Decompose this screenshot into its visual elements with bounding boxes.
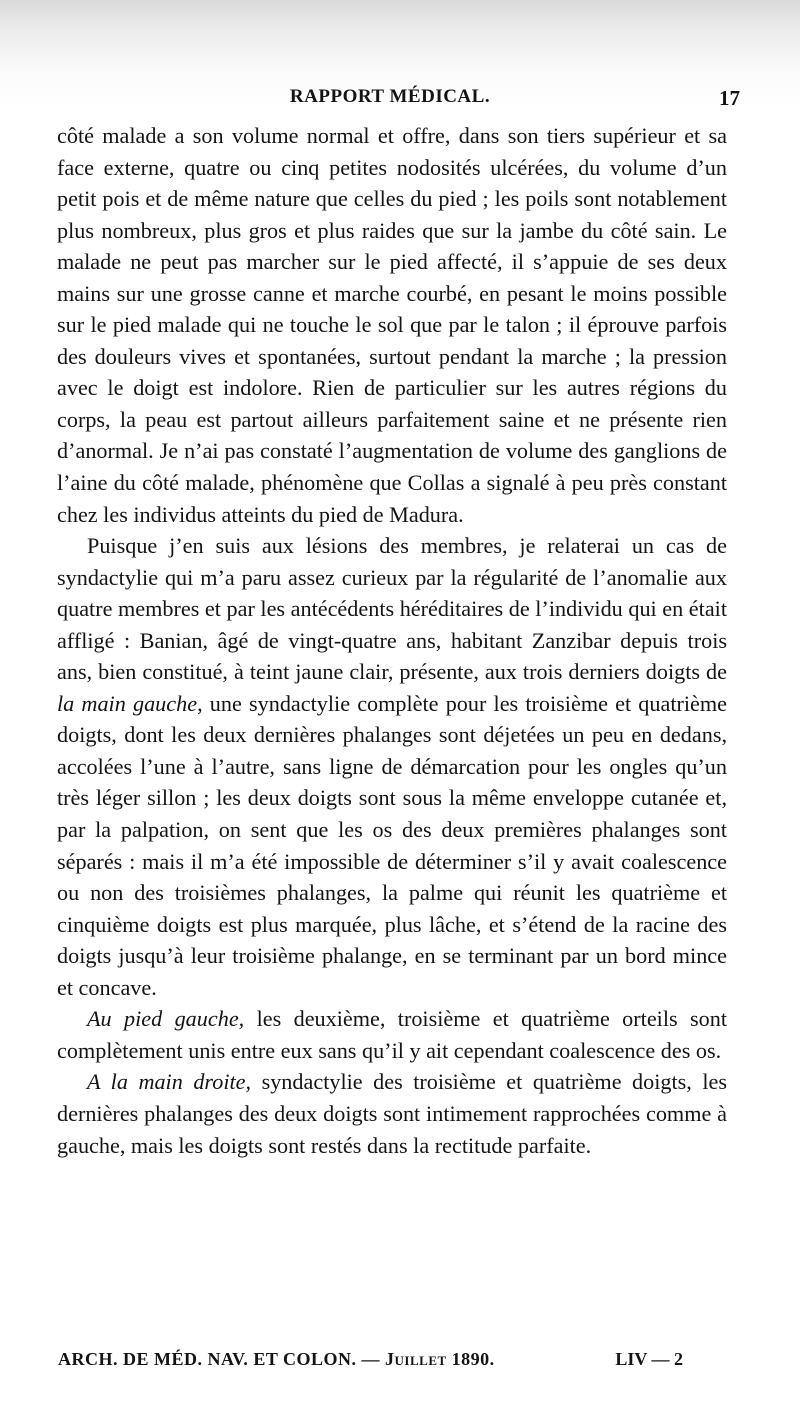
body-text bbox=[57, 120, 727, 1161]
paragraph-1-text: côté malade a son volume normal et offre, dans son tiers supérieur et sa face externe, quatre ou cinq petites nodosités ulcérées, du volume d’un petit pois et de même nature que celles du pied ; les poils sont notablement plus nombreux, plus gros et plus raides que sur la jambe du côté sain. Le malade ne peut pas marcher sur le pied affecté, il s’appuie de ses deux mains sur une grosse canne et marche courbé, en pesant le moins possible sur le pied malade qui ne touche le sol que par le talon ; il éprouve parfois des douleurs vives et spontanées, surtout pendant la marche ; la pression avec le doigt est indolore. Rien de particulier sur les autres régions du corps, la peau est partout ailleurs parfaitement saine et ne présente rien d’anormal. Je n’ai pas constaté l’augmentation de volume des ganglions de l’aine du côté malade, phénomène que Collas a signalé à peu près constant chez les individus atteints du pied de Madura. bbox=[57, 123, 727, 527]
footer-journal: ARCH. DE MÉD. NAV. ET COLON. — Juillet 1890. bbox=[58, 1349, 495, 1369]
paragraph-4-runin: A la main droite, bbox=[87, 1069, 252, 1095]
paragraph-1 bbox=[57, 120, 727, 530]
paragraph-4 bbox=[57, 1066, 727, 1161]
paragraph-2 bbox=[57, 530, 727, 1003]
paragraph-4-text: syndactylie des troisième et quatrième doigts, les dernières phalanges des deux doigts sont intimement rapprochées comme à gauche, mais les doigts sont restés dans la rectitude parfaite. bbox=[57, 1069, 728, 1158]
paragraph-2-emphasis: la main gauche bbox=[57, 690, 198, 716]
page-number: 17 bbox=[719, 86, 740, 110]
running-title: RAPPORT MÉDICAL. bbox=[289, 86, 491, 107]
paragraph-2-text: Puisque j’en suis aux lésions des membres, je relaterai un cas de syndactylie qui m’a paru assez curieux par la régularité de l’anomalie aux quatre membres et par les antécédents héréditaires de l’individu qui en était affligé : Banian, âgé de vingt-quatre ans, habitant Zanzibar depuis trois ans, bien constitué, à teint jaune clair, présente, aux trois derniers doigts de bbox=[57, 533, 727, 685]
footer-signature: LIV — 2 bbox=[615, 1349, 683, 1369]
paragraph-3-runin: Au pied gauche, bbox=[87, 1006, 245, 1032]
paragraph-3 bbox=[57, 1003, 727, 1066]
footer bbox=[58, 1349, 728, 1379]
paragraph-2-text-after: , une syndactylie complète pour les troisième et quatrième doigts, dont les deux dernières phalanges sont déjetées un peu en dedans, accolées l’une à l’autre, sans ligne de démarcation pour les ongles qu’un très léger sillon ; les deux doigts sont sous la même enveloppe cutanée et, par la palpation, on sent que les os des deux premières phalanges sont séparés : mais il m’a été impossible de déterminer s’il y avait coalescence ou non des troisièmes phalanges, la palme qui réunit les quatrième et cinquième doigts est plus marquée, plus lâche, et s’étend de la racine des doigts jusqu’à leur troisième phalange, en se terminant par un bord mince et concave. bbox=[57, 690, 727, 1000]
running-head bbox=[40, 86, 740, 116]
paragraph-3-text: les deuxième, troisième et quatrième orteils sont complètement unis entre eux sans qu’il y ait cependant coalescence des os. bbox=[57, 1006, 727, 1063]
